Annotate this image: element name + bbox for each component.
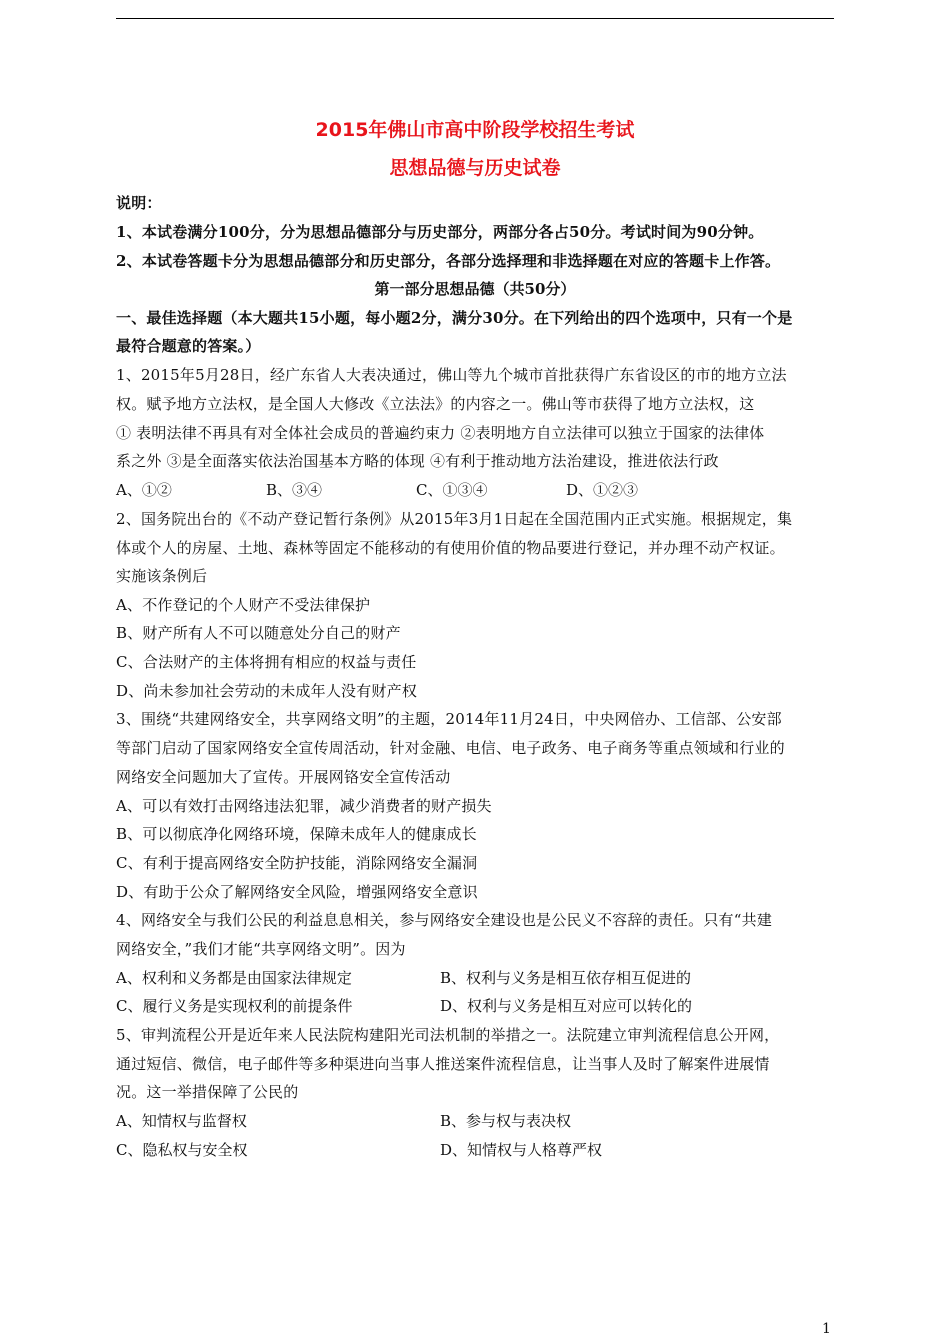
question-4-option-c: C、履行义务是实现权利的前提条件 (116, 997, 353, 1015)
exam-title: 2015年佛山市高中阶段学校招生考试 (315, 119, 635, 141)
question-1-option-a: A、①② (116, 481, 172, 499)
question-4-text: 网络安全，”我们才能“共享网络文明”。因为 (116, 940, 406, 958)
question-1-text: 权。赋予地方立法权，是全国人大修改《立法法》的内容之一。佛山等市获得了地方立法权，这 (116, 395, 755, 413)
question-5-option-a: A、知情权与监督权 (116, 1112, 247, 1130)
question-2-text: 实施该条例后 (116, 567, 208, 585)
question-5-text: 通过短信、微信，电子邮件等多种渠进向当事人推送案件流程信息，让当事人及时了解案件进展情 (116, 1055, 770, 1073)
question-2-option-b: B、财产所有人不可以随意处分自己的财产 (116, 624, 401, 642)
section-instruction: 一、最佳选择题（本大题共15小题，每小题2分，满分30分。在下列给出的四个选项中，只有一个是 (116, 309, 793, 327)
question-2-option-c: C、合法财产的主体将拥有相应的权益与责任 (116, 653, 417, 671)
question-3-option-d: D、有助于公众了解网络安全风险，增强网络安全意识 (116, 883, 478, 901)
question-4-option-a: A、权利和义务都是由国家法律规定 (116, 969, 352, 987)
question-2-text: 2、国务院出台的《不动产登记暂行条例》从2015年3月1日起在全国范围内正式实施。根据规定，集 (116, 510, 793, 528)
question-5-option-c: C、隐私权与安全权 (116, 1141, 248, 1159)
question-1-option-d: D、①②③ (566, 481, 639, 499)
question-3-option-c: C、有利于提高网络安全防护技能，消除网络安全漏洞 (116, 854, 478, 872)
question-3-text: 网络安全问题加大了宣传。开展网铬安全宣传活动 (116, 768, 451, 786)
question-3-option-a: A、可以有效打击网络违法犯罪，减少消费者的财产损失 (116, 797, 492, 815)
page-number: 1 (822, 1321, 831, 1337)
question-2-option-d: D、尚未参加社会劳动的未成年人没有财产权 (116, 682, 418, 700)
question-5-text: 5、审判流程公开是近年来人民法院构建阳光司法机制的举措之一。法院建立审判流程信息公开网， (116, 1026, 780, 1044)
section-instruction-cont: 最符合题意的答案。） (116, 337, 261, 355)
question-5-text: 况。这一举措保障了公民的 (116, 1083, 299, 1101)
question-3-option-b: B、可以彻底净化网络环境，保障未成年人的健康成长 (116, 825, 477, 843)
question-5-option-b: B、参与权与表决权 (440, 1112, 572, 1130)
question-3-text: 等部门启动了国家网络安全宣传周活动，针对金融、电信、电子政务、电子商务等重点领域和行业的 (116, 739, 785, 757)
question-2-option-a: A、不作登记的个人财产不受法律保护 (116, 596, 371, 614)
notes-heading: 说明： (116, 194, 162, 212)
question-1-text: 1、2015年5月28日，经广东省人大表决通过，佛山等九个城市首批获得广东省设区的市的地方立法 (116, 366, 787, 384)
question-1-option-b: B、③④ (266, 481, 323, 499)
question-1-text: 系之外 ③是全面落实依法治国基本方略的体现 ④有利于推动地方法治建设，推进依法行政 (116, 452, 719, 470)
question-2-text: 体或个人的房屋、土地、森林等固定不能移动的有使用价值的物品要进行登记，并办理不动产权证。 (116, 539, 785, 557)
part-title: 第一部分思想品德（共50分） (374, 280, 576, 298)
header-rule (116, 18, 834, 19)
question-4-option-b: B、权利与义务是相互依存相互促进的 (440, 969, 692, 987)
question-5-option-d: D、知情权与人格尊严权 (440, 1141, 603, 1159)
question-4-text: 4、网络安全与我们公民的利益息息相关，参与网络安全建设也是公民义不容辞的责任。只有“共建 (116, 911, 773, 929)
exam-subtitle: 思想品德与历史试卷 (389, 157, 561, 179)
question-4-option-d: D、权利与义务是相互对应可以转化的 (440, 997, 693, 1015)
note-item-1: 1、本试卷满分100分，分为思想品德部分与历史部分，两部分各占50分。考试时间为90分钟。 (116, 223, 764, 241)
question-1-text: ① 表明法律不再具有对全体社会成员的普遍约束力 ②表明地方自立法律可以独立于国家的法律体 (116, 424, 765, 442)
note-item-2: 2、本试卷答题卡分为思想品德部分和历史部分，各部分选择理和非选择题在对应的答题卡上作答。 (116, 252, 781, 270)
question-1-option-c: C、①③④ (416, 481, 488, 499)
question-3-text: 3、围绕“共建网络安全，共享网络文明”的主题，2014年11月24日，中央网倍办、工信部、公安部 (116, 710, 782, 728)
